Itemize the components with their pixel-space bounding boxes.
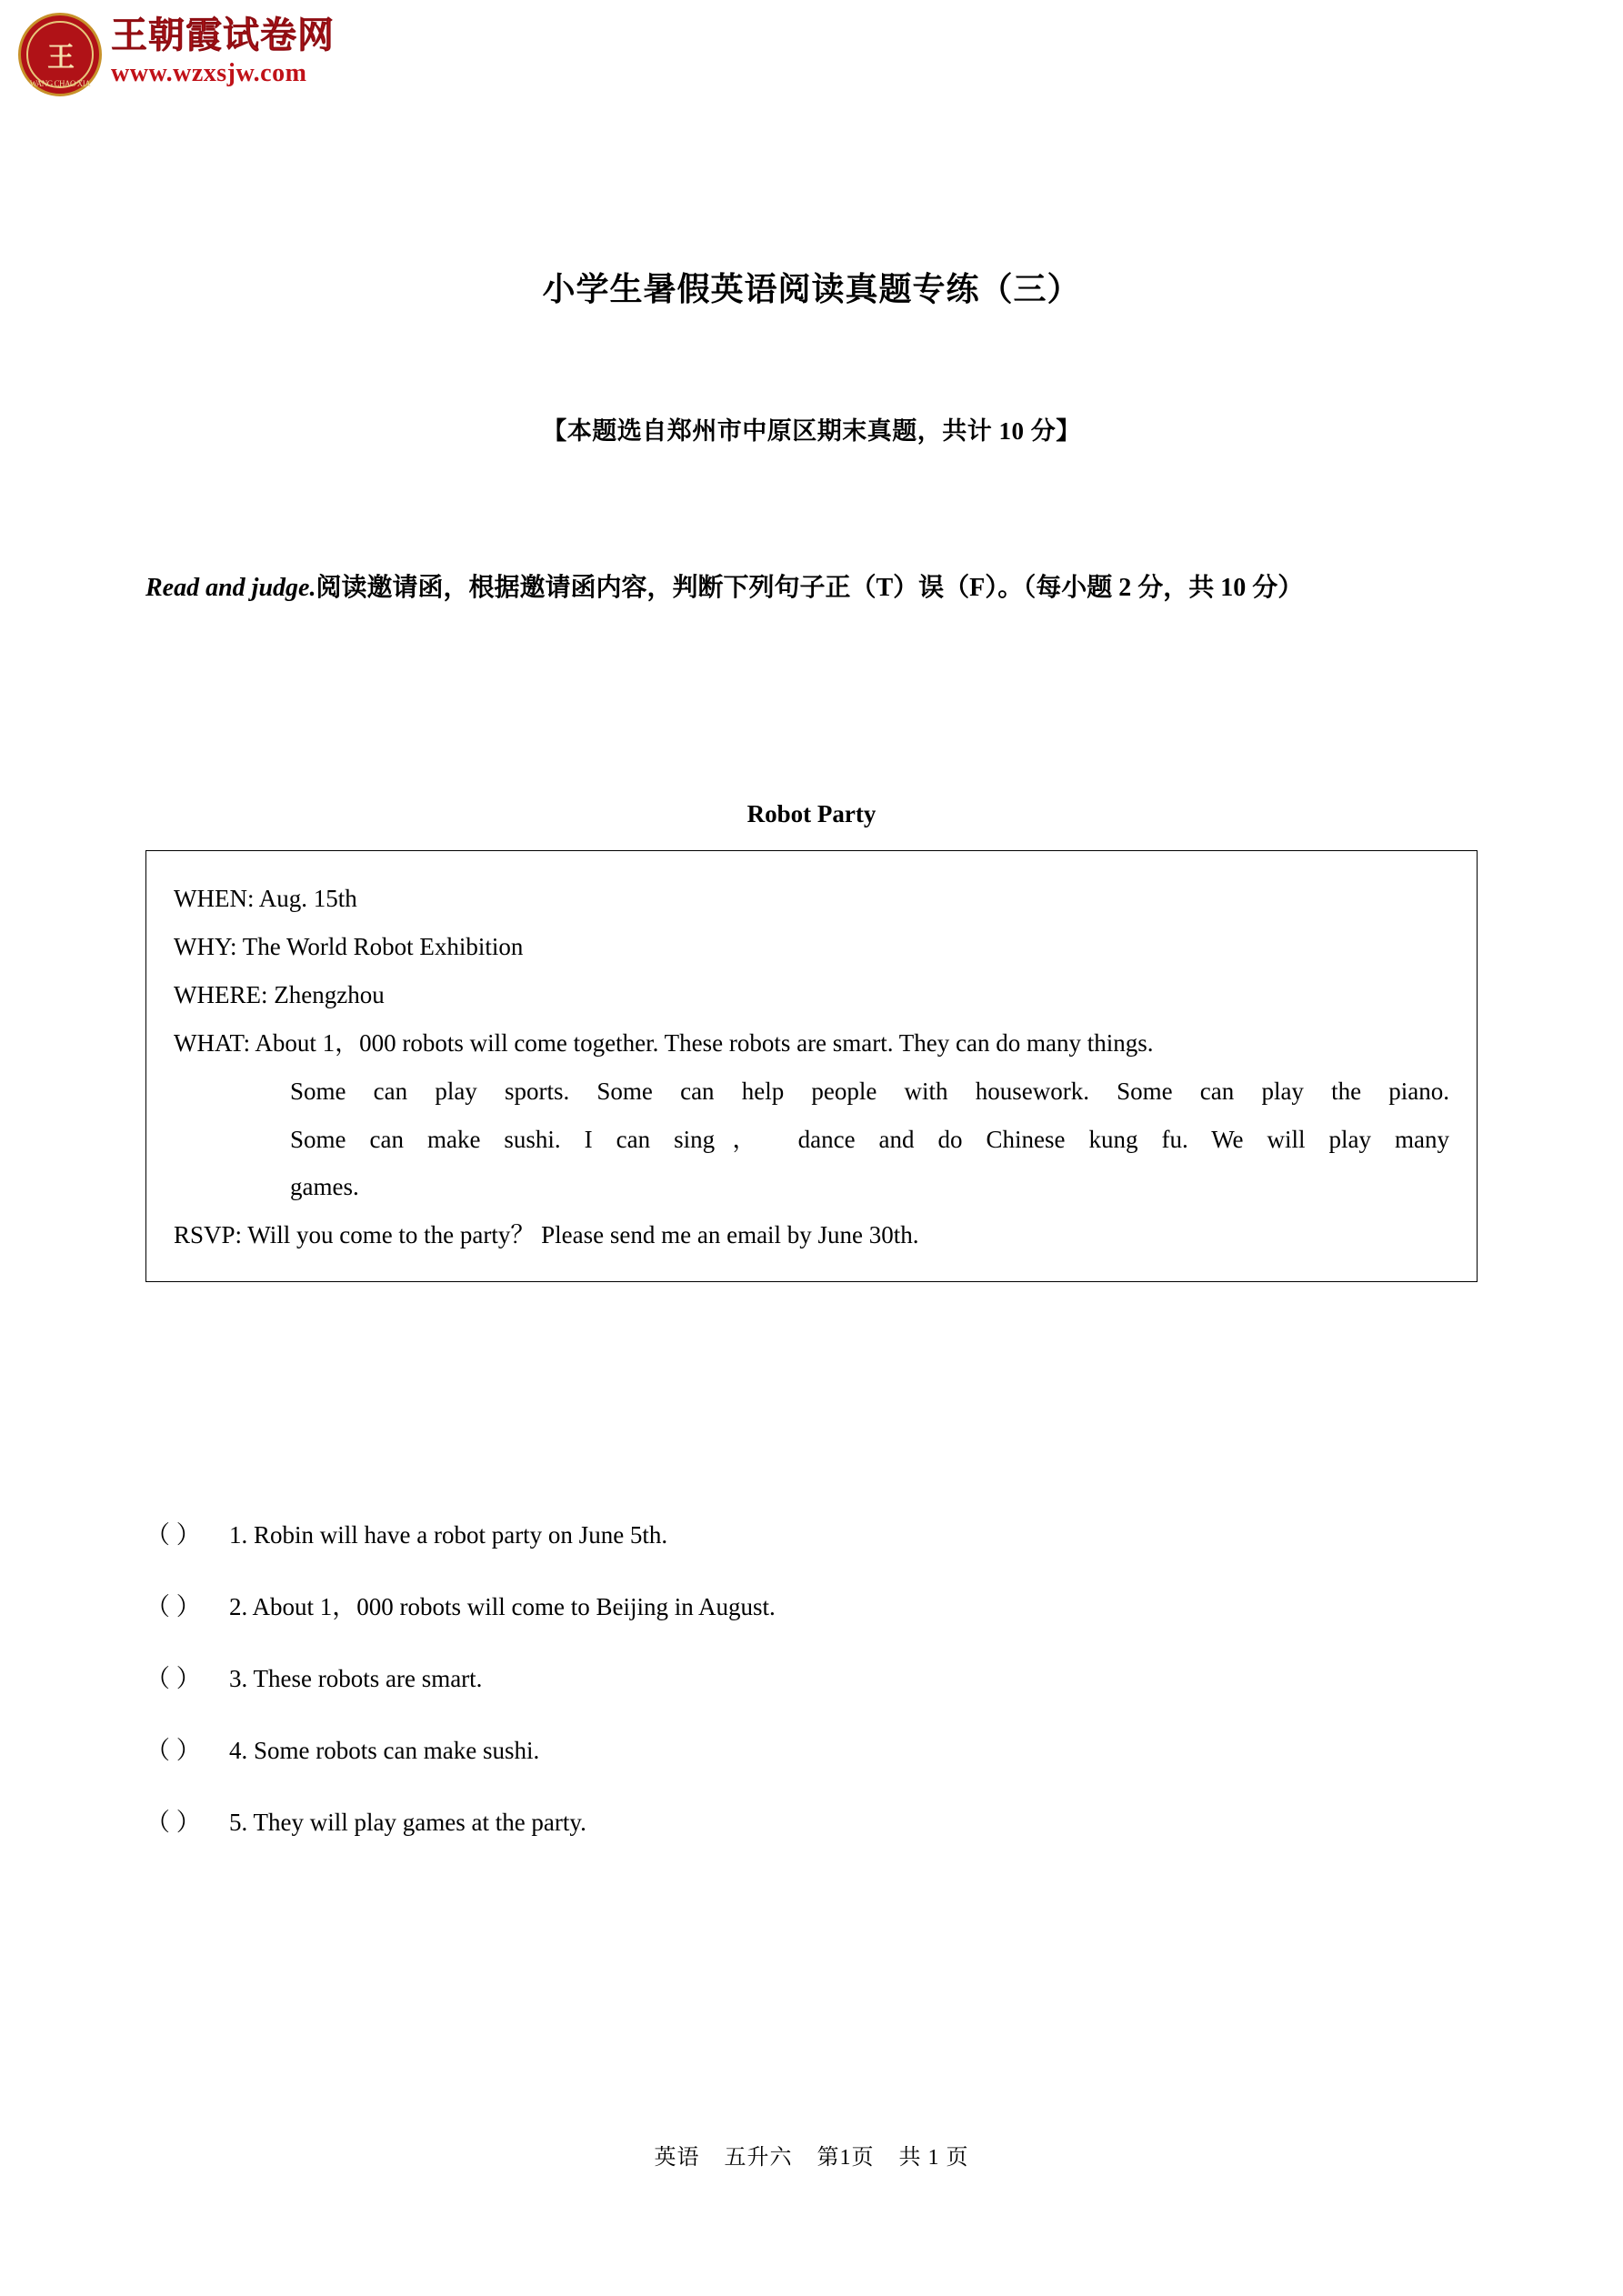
source-note: 【本题选自郑州市中原区期末真题，共计 10 分】 — [542, 417, 1081, 445]
what-cont-line-1: Some can play sports. Some can help people with housework. Some can play the piano. — [290, 1077, 1449, 1105]
logo-text — [111, 16, 335, 88]
question-text: 2. About 1，000 robots will come to Beijing in August. — [229, 1593, 776, 1620]
site-name: 王朝霞试卷网 — [111, 15, 335, 56]
instruction-paragraph — [145, 564, 1478, 614]
footer-grade: 五升六 — [724, 2146, 793, 2170]
list-item[interactable] — [145, 1523, 1478, 1548]
answer-blank[interactable]: （ ） — [145, 1737, 201, 1764]
what-cont-line-2: Some can make sushi. I can sing， dance and do Chinese kung fu. We will play many — [290, 1125, 1449, 1153]
answer-blank[interactable]: （ ） — [145, 1665, 201, 1692]
footer-page-current: 第1页 — [817, 2146, 875, 2170]
seal-subtext: WANG CHAO XIA — [29, 79, 91, 88]
list-item[interactable] — [145, 1810, 1478, 1835]
what-label: WHAT: — [174, 1028, 255, 1057]
site-logo — [18, 13, 335, 96]
instruction-chinese: 阅读邀请函，根据邀请函内容，判断下列句子正（T）误（F）。（每小题 2 分，共 10 分） — [316, 574, 1304, 602]
question-text: 3. These robots are smart. — [229, 1665, 483, 1692]
answer-blank[interactable]: （ ） — [145, 1809, 201, 1836]
invite-line-where: WHERE: Zhengzhou — [174, 980, 385, 1008]
what-first-line — [174, 1019, 1449, 1068]
invite-line-rsvp: RSVP: Will you come to the party？ Please send me an email by June 30th. — [174, 1221, 919, 1249]
what-first-text: About 1，000 robots will come together. These robots are smart. They can do many things. — [255, 1028, 1154, 1057]
site-url: www.wzxsjw.com — [111, 59, 307, 88]
invite-line-what — [174, 1019, 1449, 1212]
invite-line-why: WHY: The World Robot Exhibition — [174, 932, 524, 960]
seal-character: 王 — [26, 21, 94, 88]
seal-icon — [18, 13, 102, 96]
question-text: 5. They will play games at the party. — [229, 1809, 586, 1836]
page-footer — [145, 2139, 1478, 2171]
answer-blank[interactable]: （ ） — [145, 1521, 201, 1549]
instruction-english: Read and judge. — [145, 574, 316, 602]
what-cont-line-3: games. — [290, 1173, 359, 1201]
answer-blank[interactable]: （ ） — [145, 1593, 201, 1620]
list-item[interactable] — [145, 1739, 1478, 1763]
page-title: 小学生暑假英语阅读真题专练（三） — [542, 271, 1081, 308]
list-item[interactable] — [145, 1667, 1478, 1691]
true-false-list — [145, 1523, 1478, 1882]
invite-line-when: WHEN: Aug. 15th — [174, 885, 357, 912]
footer-subject: 英语 — [654, 2146, 700, 2170]
passage-title: Robot Party — [746, 800, 877, 827]
list-item[interactable] — [145, 1595, 1478, 1619]
question-text: 4. Some robots can make sushi. — [229, 1737, 540, 1764]
invitation-box — [145, 850, 1478, 1282]
footer-page-total: 共 1 页 — [898, 2146, 969, 2170]
question-text: 1. Robin will have a robot party on June 5th. — [229, 1521, 668, 1549]
